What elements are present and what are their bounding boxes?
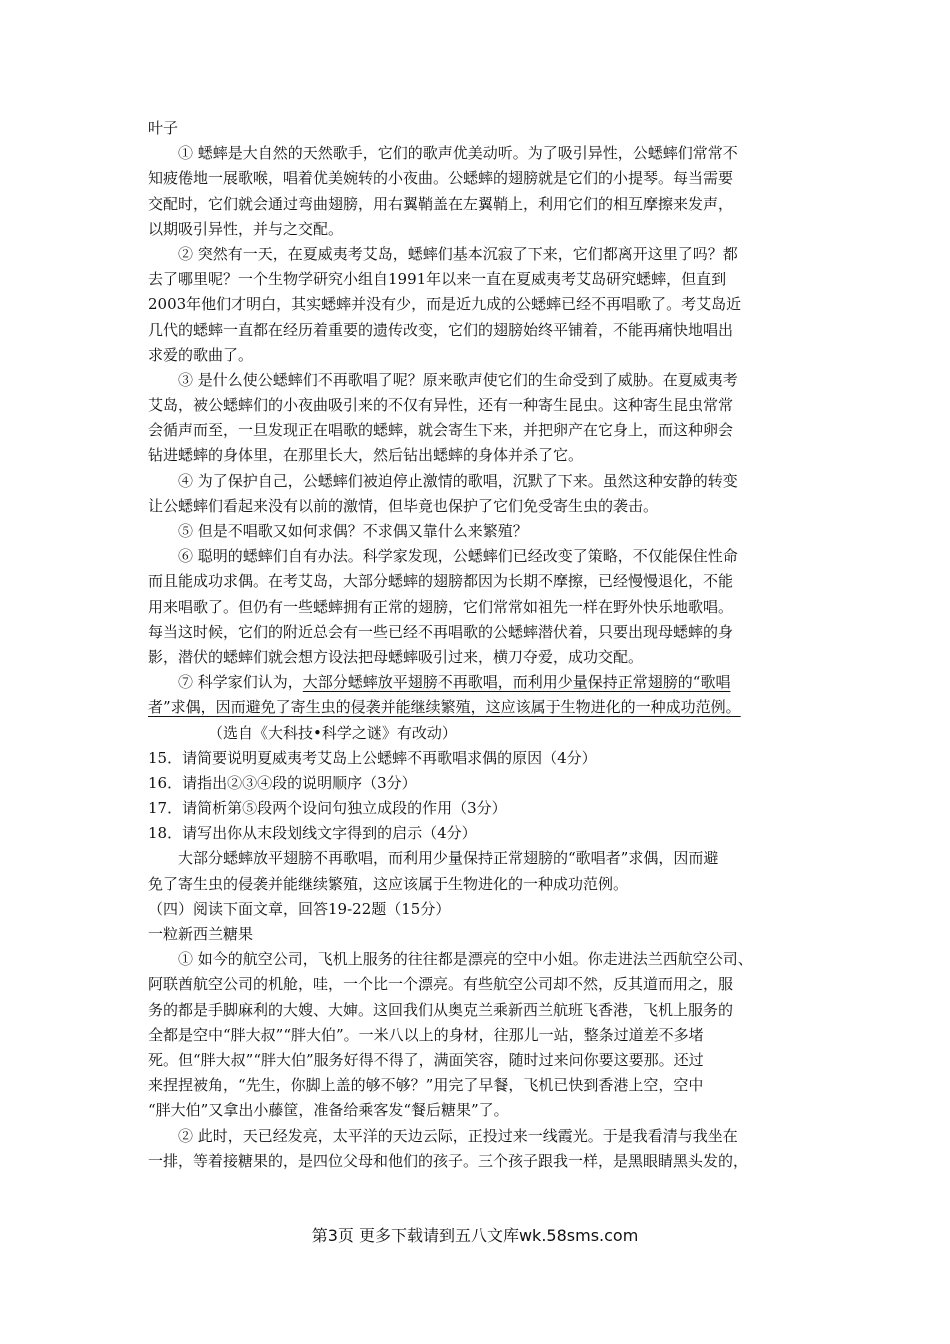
paragraph-3	[148, 368, 828, 469]
question-list	[148, 746, 828, 847]
text-line: 一排，等着接糖果的，是四位父母和他们的孩子。三个孩子跟我一样，是黑眼睛黑头发的，	[148, 1151, 749, 1170]
paragraph-5	[148, 519, 828, 544]
text-line: 钻进蟋蟀的身体里，在那里长大，然后钻出蟋蟀的身体并杀了它。	[148, 446, 584, 465]
paragraph-4	[148, 469, 828, 519]
underlined-text: 大部分蟋蟀放平翅膀不再歌唱，而利用少量保持正常翅膀的“歌唱	[302, 673, 731, 692]
text-line: 用来唱歌了。但仍有一些蟋蟀拥有正常的翅膀，它们常常如祖先一样在野外快乐地歌唱。	[148, 597, 734, 616]
page-footer: 第3页 更多下载请到五八文库wk.58sms.com	[311, 1226, 639, 1245]
text-line: 以期吸引异性，并与之交配。	[148, 219, 344, 238]
text-line	[148, 695, 828, 720]
text-line: 而且能成功求偶。在考艾岛，大部分蟋蟀的翅膀都因为长期不摩擦，已经慢慢退化，不能	[148, 572, 734, 591]
text-line: 艾岛，被公蟋蟀们的小夜曲吸引来的不仅有异性，还有一种寄生昆虫。这种寄生昆虫常常	[148, 396, 734, 415]
answer-paragraph	[148, 846, 828, 896]
article-title: 一粒新西兰糖果	[148, 925, 254, 943]
question-16: 16．请指出②③④段的说明顺序（3分）	[148, 773, 417, 792]
text-line: 交配时，它们就会通过弯曲翅膀，用右翼鞘盖在左翼鞘上，利用它们的相互摩擦来发声，	[148, 194, 734, 213]
text-line: ⑥ 聪明的蟋蟀们自有办法。科学家发现，公蟋蟀们已经改变了策略，不仅能保住性命	[178, 547, 738, 566]
text-line: 阿联酋航空公司的机舱，哇，一个比一个漂亮。有些航空公司却不然，反其道而用之，服	[148, 975, 734, 994]
text-line: 务的都是手脚麻利的大嫂、大婶。这回我们从奥克兰乘新西兰航班飞香港，飞机上服务的	[148, 1000, 734, 1019]
section4-paragraph-2	[148, 1124, 828, 1174]
text-line: 2003年他们才明白，其实蟋蟀并没有少，而是近九成的公蟋蟀已经不再唱歌了。考艾岛近	[148, 295, 742, 314]
text-line: 影，潜伏的蟋蟀们就会想方设法把母蟋蟀吸引过来，横刀夺爱，成功交配。	[148, 647, 644, 666]
text-line: 免了寄生虫的侵袭并能继续繁殖，这应该属于生物进化的一种成功范例。	[148, 874, 629, 893]
paragraph-2	[148, 242, 828, 368]
text-line: 死。但“胖大叔”“胖大伯”服务好得不得了，满面笑容，随时过来问你要这要那。还过	[148, 1050, 704, 1069]
text-line: ② 此时，天已经发亮，太平洋的天边云际，正投过来一线霞光。于是我看清与我坐在	[178, 1126, 738, 1145]
text-line: ⑤ 但是不唱歌又如何求偶？不求偶又靠什么来繁殖？	[178, 522, 528, 540]
paragraph-6	[148, 544, 828, 670]
text-line: 让公蟋蟀们看起来没有以前的激情，但毕竟也保护了它们免受寄生虫的袭击。	[148, 496, 659, 515]
text-line: ① 如今的航空公司，飞机上服务的往往都是漂亮的空中小姐。你走进法兰西航空公司、	[178, 950, 753, 969]
text-line: ① 蟋蟀是大自然的天然歌手，它们的歌声优美动听。为了吸引异性，公蟋蟀们常常不	[178, 144, 738, 163]
text-line: 每当这时候，它们的附近总会有一些已经不再唱歌的公蟋蟀潜伏着，只要出现母蟋蟀的身	[148, 622, 734, 641]
paragraph-7	[148, 670, 828, 720]
text-line: 去了哪里呢？一个生物学研究小组自1991年以来一直在夏威夷考艾岛研究蟋蟀，但直到	[148, 270, 727, 289]
text-line: 全都是空中“胖大叔”“胖大伯”。一米八以上的身材，往那儿一站，整条过道差不多堵	[148, 1025, 704, 1044]
document-page	[148, 116, 828, 1174]
text-line: 求爱的歌曲了。	[148, 345, 254, 364]
text-line: 几代的蟋蟀一直都在经历着重要的遗传改变，它们的翅膀始终平铺着，不能再痛快地唱出	[148, 320, 734, 339]
source-note: （选自《大科技•科学之谜》有改动）	[208, 723, 457, 742]
paragraph-7-prefix: ⑦ 科学家们认为，	[178, 673, 303, 692]
text-line: ④ 为了保护自己，公蟋蟀们被迫停止激情的歌唱，沉默了下来。虽然这种安静的转变	[178, 471, 738, 490]
text-line: 来捏捏被角，“先生，你脚上盖的够不够？”用完了早餐，飞机已快到香港上空，空中	[148, 1076, 704, 1095]
text-line	[148, 670, 828, 695]
text-line: 大部分蟋蟀放平翅膀不再歌唱，而利用少量保持正常翅膀的“歌唱者”求偶，因而避	[178, 849, 719, 868]
text-line: ③ 是什么使公蟋蟀们不再歌唱了呢？原来歌声使它们的生命受到了威胁。在夏威夷考	[178, 370, 738, 389]
text-line: “胖大伯”又拿出小藤筐，准备给乘客发“餐后糖果”了。	[148, 1101, 509, 1120]
question-15: 15．请简要说明夏威夷考艾岛上公蟋蟀不再歌唱求偶的原因（4分）	[148, 748, 597, 767]
text-line: 知疲倦地一展歌喉，唱着优美婉转的小夜曲。公蟋蟀的翅膀就是它们的小提琴。每当需要	[148, 169, 734, 188]
question-18: 18．请写出你从末段划线文字得到的启示（4分）	[148, 824, 477, 843]
paragraph-1	[148, 141, 828, 242]
question-17: 17．请简析第⑤段两个设问句独立成段的作用（3分）	[148, 799, 507, 818]
passage-author: 叶子	[148, 119, 179, 137]
text-line: 会循声而至，一旦发现正在唱歌的蟋蟀，就会寄生下来，并把卵产在它身上，而这种卵会	[148, 421, 734, 440]
section-heading: （四）阅读下面文章，回答19-22题（15分）	[148, 899, 451, 918]
text-line: ② 突然有一天，在夏威夷考艾岛，蟋蟀们基本沉寂了下来，它们都离开这里了吗？都	[178, 244, 738, 263]
section4-paragraph-1	[148, 947, 828, 1123]
underlined-text: 者”求偶，因而避免了寄生虫的侵袭并能继续繁殖，这应该属于生物进化的一种成功范例。	[148, 698, 741, 717]
